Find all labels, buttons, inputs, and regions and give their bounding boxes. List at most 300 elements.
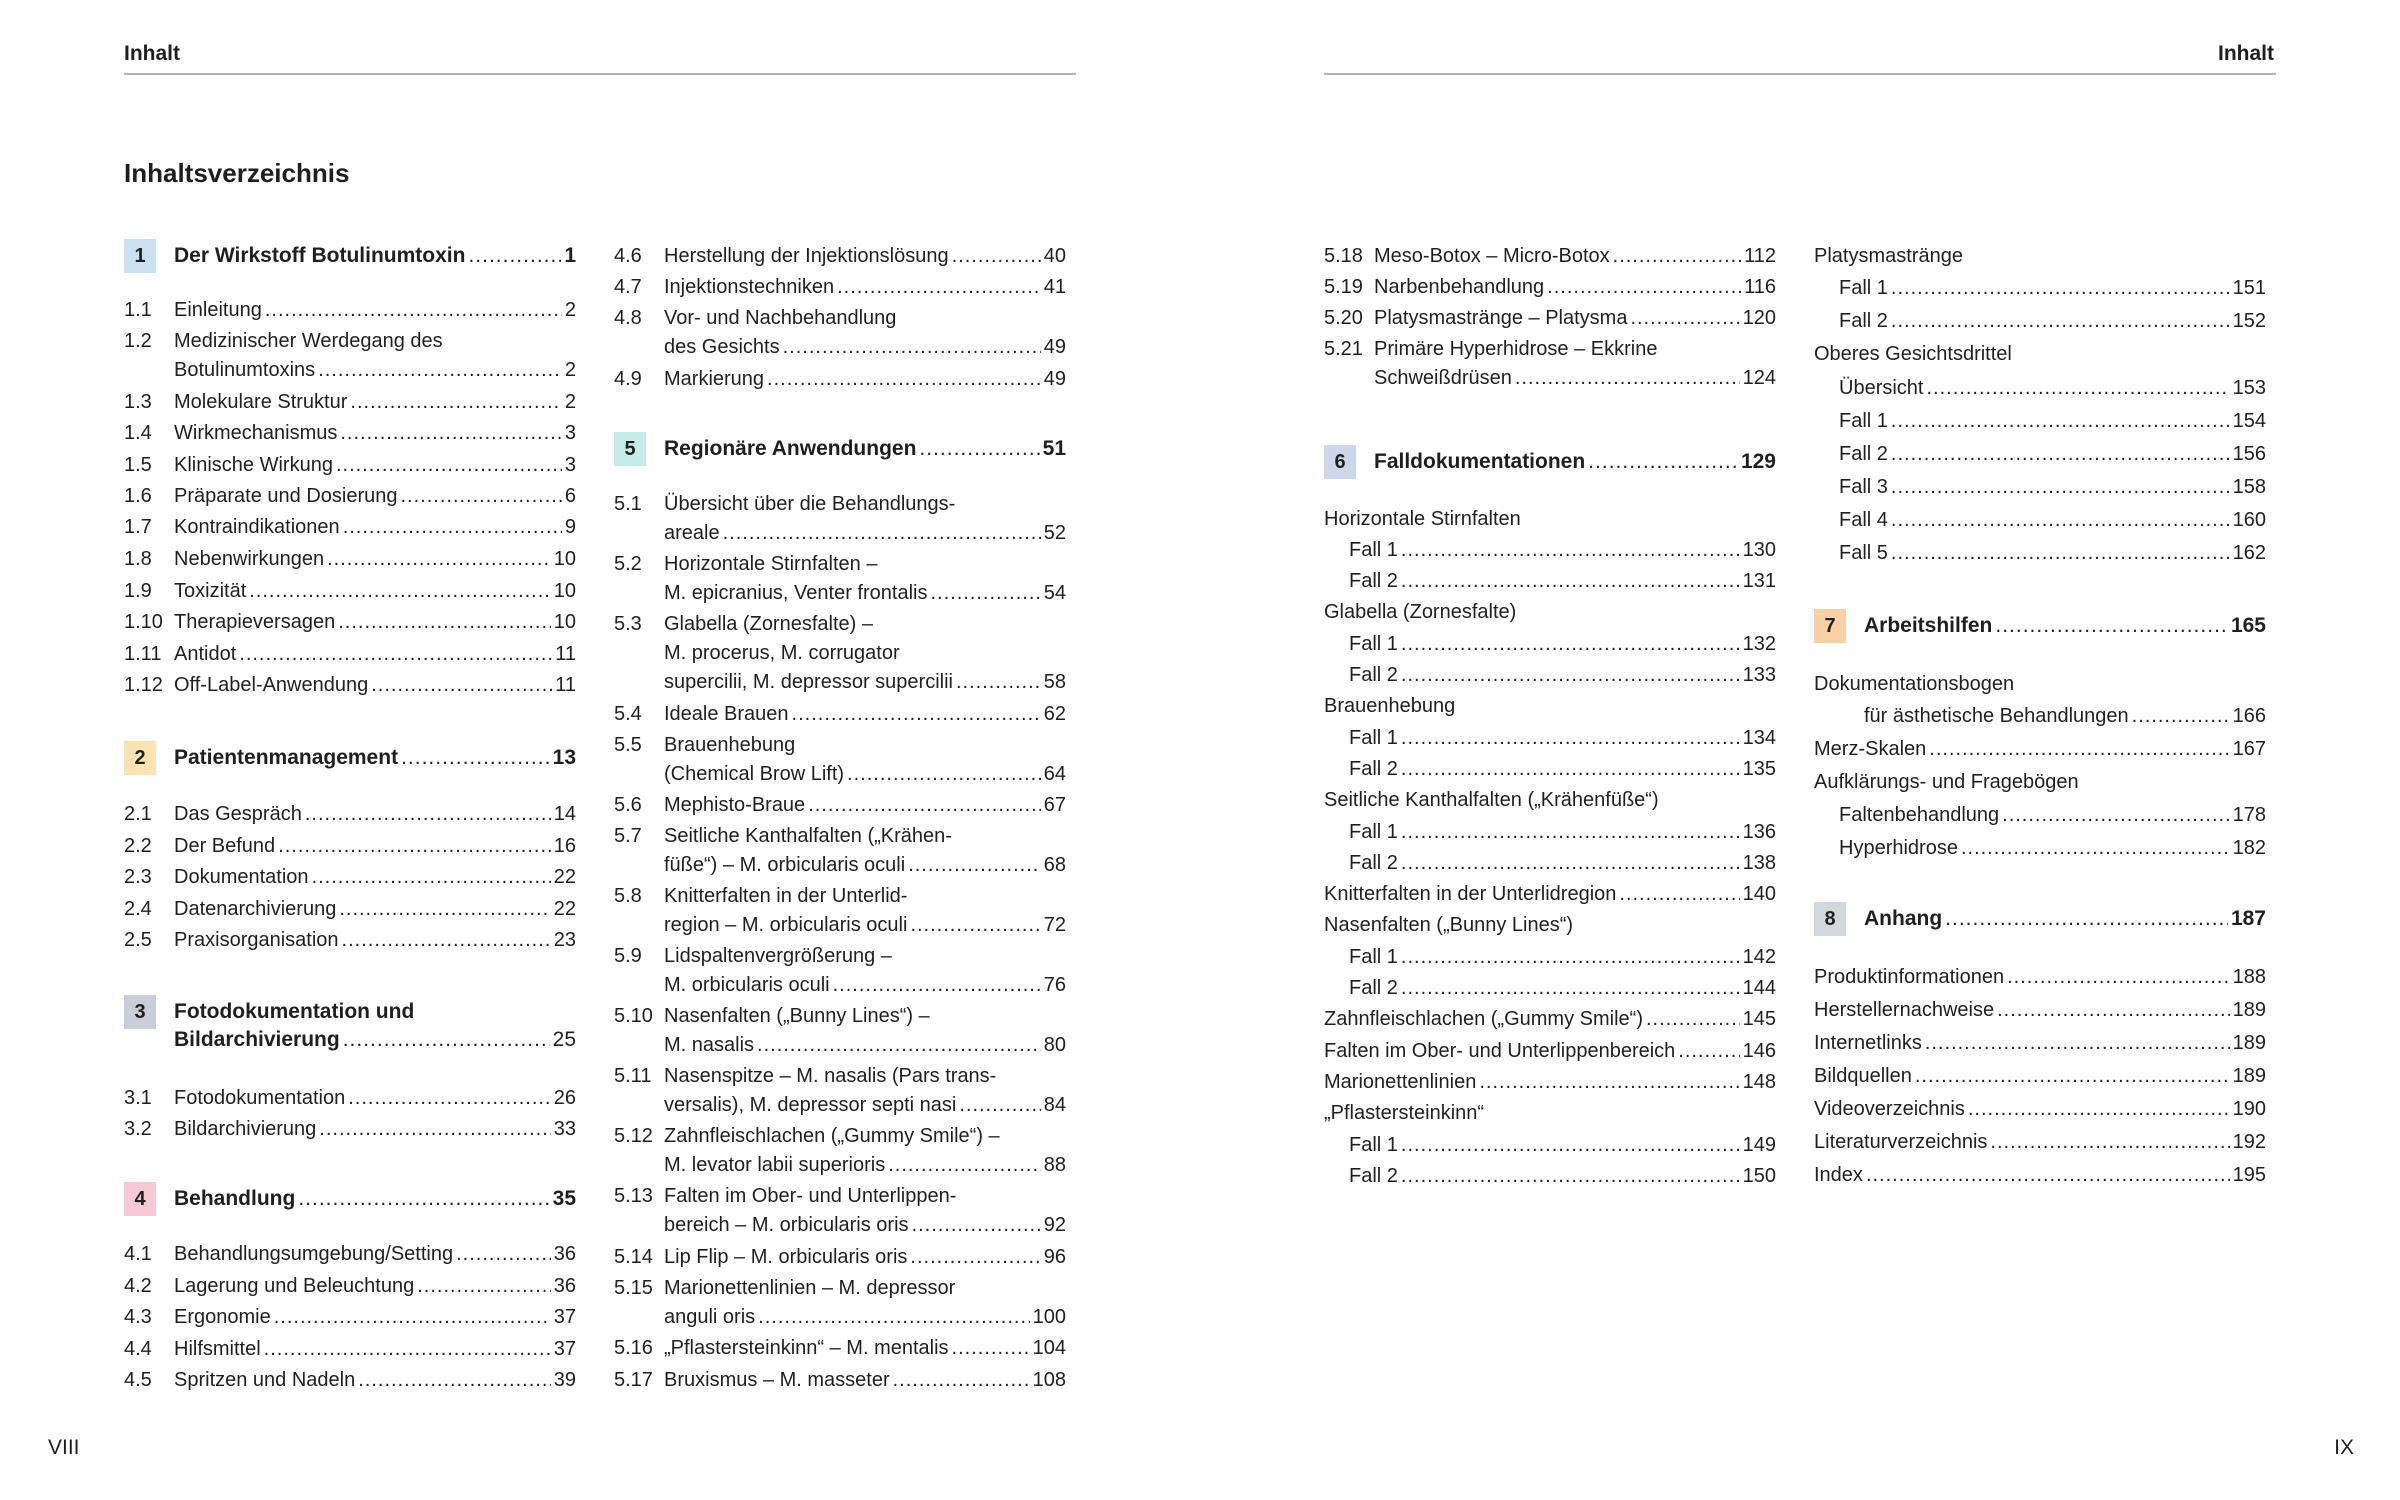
toc-entry-continuation[interactable] <box>614 333 1066 361</box>
page-number: 182 <box>2232 837 2266 859</box>
section-number: 1.11 <box>124 643 162 665</box>
toc-group-heading[interactable] <box>1324 692 1776 720</box>
toc-entry-continuation[interactable] <box>614 1303 1066 1331</box>
toc-entry[interactable] <box>1814 407 2266 435</box>
page-number: 10 <box>553 580 576 602</box>
toc-entry[interactable] <box>1324 273 1776 301</box>
toc-entry[interactable] <box>124 1240 576 1268</box>
entry-title: Nasenfalten („Bunny Lines“) <box>1324 914 1574 936</box>
toc-entry[interactable] <box>1324 242 1776 270</box>
dot-leader <box>910 911 1040 939</box>
toc-entry-continuation[interactable] <box>1324 364 1776 392</box>
section-number: 1.8 <box>124 548 152 570</box>
page-number: 146 <box>1742 1040 1776 1062</box>
toc-entry-continuation[interactable] <box>614 1031 1066 1059</box>
entry-title-continuation: M. levator labii superioris <box>664 1154 886 1176</box>
entry-title: Knitterfalten in der Unterlid- <box>664 885 908 907</box>
dot-leader <box>239 640 552 668</box>
toc-entry[interactable] <box>1324 849 1776 877</box>
toc-entry[interactable] <box>1324 880 1776 908</box>
toc-group-heading[interactable] <box>1324 598 1776 626</box>
toc-entry[interactable] <box>1324 1162 1776 1190</box>
page-number: 1 <box>564 244 576 267</box>
toc-entry[interactable] <box>614 882 1066 910</box>
dot-leader <box>808 791 1041 819</box>
dot-leader <box>339 895 550 923</box>
running-head: Inhalt <box>124 42 180 65</box>
toc-entry[interactable] <box>124 608 576 636</box>
section-number: 3.2 <box>124 1118 152 1140</box>
dot-leader <box>319 1115 550 1143</box>
page-number: 37 <box>553 1338 576 1360</box>
toc-entry[interactable] <box>124 419 576 447</box>
toc-entry-continuation[interactable] <box>614 760 1066 788</box>
entry-title: Einleitung <box>174 299 262 321</box>
page-number: 142 <box>1742 946 1776 968</box>
toc-chapter-entry[interactable] <box>1814 612 2266 640</box>
section-number: 4.6 <box>614 245 642 267</box>
toc-entry[interactable] <box>614 365 1066 393</box>
toc-column-3 <box>1324 0 1776 1500</box>
entry-title: Fall 1 <box>1839 277 1888 299</box>
dot-leader <box>338 608 551 636</box>
section-number: 5.1 <box>614 493 642 515</box>
toc-entry[interactable] <box>1814 834 2266 862</box>
toc-group-heading[interactable] <box>1324 786 1776 814</box>
section-number: 2.4 <box>124 898 152 920</box>
section-number: 1.4 <box>124 422 152 444</box>
section-number: 1.1 <box>124 299 152 321</box>
entry-title: „Pflastersteinkinn“ <box>1324 1102 1485 1124</box>
toc-entry[interactable] <box>614 1334 1066 1362</box>
toc-chapter-entry[interactable] <box>124 998 576 1026</box>
dot-leader <box>1891 506 2230 534</box>
toc-title: Inhaltsverzeichnis <box>124 158 350 188</box>
toc-entry[interactable] <box>614 1122 1066 1150</box>
page-number: 33 <box>553 1118 576 1140</box>
toc-entry[interactable] <box>614 550 1066 578</box>
section-number: 5.8 <box>614 885 642 907</box>
entry-title: Hyperhidrose <box>1839 837 1958 859</box>
page-number: 51 <box>1042 437 1066 460</box>
dot-leader <box>1630 304 1739 332</box>
dot-leader <box>343 1026 550 1054</box>
entry-title: Fall 2 <box>1349 852 1398 874</box>
page-number: 9 <box>564 516 576 538</box>
toc-entry[interactable] <box>124 327 576 355</box>
toc-entry[interactable] <box>1814 473 2266 501</box>
toc-entry[interactable] <box>614 791 1066 819</box>
toc-entry[interactable] <box>1324 304 1776 332</box>
entry-title: Fall 3 <box>1839 476 1888 498</box>
entry-title-continuation: M. epicranius, Venter frontalis <box>664 582 928 604</box>
toc-entry[interactable] <box>1814 539 2266 567</box>
page-number: 112 <box>1744 245 1776 267</box>
entry-title-continuation: M. procerus, M. corrugator <box>664 642 900 664</box>
toc-entry[interactable] <box>124 388 576 416</box>
toc-entry-continuation[interactable] <box>124 356 576 384</box>
entry-title: Fall 1 <box>1349 946 1398 968</box>
page-number: 136 <box>1742 821 1776 843</box>
toc-entry-continuation[interactable] <box>614 668 1066 696</box>
page-number: 2 <box>564 299 576 321</box>
section-number: 5.19 <box>1324 276 1363 298</box>
entry-title: Vor- und Nachbehandlung <box>664 307 897 329</box>
entry-title: Aufklärungs- und Fragebögen <box>1814 771 2079 793</box>
entry-title: Injektionstechniken <box>664 276 835 298</box>
page-number: 25 <box>552 1028 576 1051</box>
toc-entry[interactable] <box>614 1182 1066 1210</box>
dot-leader <box>1588 448 1738 476</box>
toc-column-4 <box>1814 0 2266 1500</box>
toc-entry[interactable] <box>124 482 576 510</box>
section-number: 5.16 <box>614 1337 653 1359</box>
toc-entry[interactable] <box>1324 335 1776 363</box>
dot-leader <box>278 832 551 860</box>
toc-chapter-entry[interactable] <box>124 242 576 270</box>
page-number: IX <box>2334 1436 2354 1459</box>
entry-title-continuation: Bildarchivierung <box>174 1028 340 1051</box>
toc-entry[interactable] <box>614 1366 1066 1394</box>
toc-column-2 <box>614 0 1066 1500</box>
entry-title: Fall 1 <box>1349 1134 1398 1156</box>
page-number: 165 <box>2230 614 2266 637</box>
entry-title: Ideale Brauen <box>664 703 789 725</box>
page-number: 132 <box>1742 633 1776 655</box>
toc-entry[interactable] <box>1814 274 2266 302</box>
page-number: 40 <box>1043 245 1066 267</box>
toc-entry[interactable] <box>1324 1068 1776 1096</box>
section-number: 2.1 <box>124 803 152 825</box>
toc-chapter-entry[interactable] <box>614 435 1066 463</box>
section-number: 2.5 <box>124 929 152 951</box>
dot-leader <box>358 1366 551 1394</box>
dot-leader <box>837 273 1041 301</box>
dot-leader <box>336 451 562 479</box>
entry-title: Faltenbehandlung <box>1839 804 2000 826</box>
toc-entry[interactable] <box>1324 1005 1776 1033</box>
dot-leader <box>468 242 561 270</box>
entry-title: Platysmastränge – Platysma <box>1374 307 1628 329</box>
section-number: 5.6 <box>614 794 642 816</box>
entry-title: Patientenmanagement <box>174 746 399 769</box>
toc-entry[interactable] <box>124 577 576 605</box>
page-number: 92 <box>1043 1214 1066 1236</box>
entry-title: Off-Label-Anwendung <box>174 674 369 696</box>
section-number: 4.2 <box>124 1275 152 1297</box>
entry-title: Der Wirkstoff Botulinumtoxin <box>174 244 466 267</box>
page-number: 84 <box>1043 1094 1066 1116</box>
toc-entry[interactable] <box>614 304 1066 332</box>
toc-entry[interactable] <box>1814 963 2266 991</box>
section-number: 1.9 <box>124 580 152 602</box>
toc-entry[interactable] <box>614 700 1066 728</box>
toc-entry[interactable] <box>124 895 576 923</box>
toc-entry[interactable] <box>1814 1095 2266 1123</box>
entry-title: Seitliche Kanthalfalten („Krähen- <box>664 825 952 847</box>
page-number: 130 <box>1742 539 1776 561</box>
section-number: 5.3 <box>614 613 642 635</box>
entry-title: Der Befund <box>174 835 276 857</box>
page-number: 35 <box>552 1187 576 1210</box>
entry-title: Marionettenlinien – M. depressor <box>664 1277 956 1299</box>
section-number: 5.18 <box>1324 245 1363 267</box>
toc-entry[interactable] <box>614 610 1066 638</box>
entry-title-continuation: (Chemical Brow Lift) <box>664 763 845 785</box>
dot-leader <box>1401 974 1740 1002</box>
section-number: 5.15 <box>614 1277 653 1299</box>
section-number: 1.2 <box>124 330 152 352</box>
toc-entry[interactable] <box>124 1366 576 1394</box>
toc-entry[interactable] <box>614 1002 1066 1030</box>
entry-title: Regionäre Anwendungen <box>664 437 917 460</box>
toc-entry[interactable] <box>124 800 576 828</box>
toc-entry[interactable] <box>124 451 576 479</box>
toc-chapter-entry[interactable] <box>1814 905 2266 933</box>
toc-entry[interactable] <box>1324 974 1776 1002</box>
toc-entry[interactable] <box>1324 630 1776 658</box>
entry-title-continuation: supercilii, M. depressor supercilii <box>664 671 953 693</box>
dot-leader <box>952 242 1041 270</box>
entry-title: Index <box>1814 1164 1863 1186</box>
entry-title: Oberes Gesichtsdrittel <box>1814 343 2012 365</box>
page-number: 96 <box>1043 1246 1066 1268</box>
entry-title-continuation: des Gesichts <box>664 336 780 358</box>
page-number: 11 <box>555 643 576 665</box>
entry-title: Lagerung und Beleuchtung <box>174 1275 415 1297</box>
dot-leader <box>327 545 551 573</box>
toc-group-heading[interactable] <box>1814 242 2266 270</box>
dot-leader <box>1995 612 2228 640</box>
page-number: 41 <box>1043 276 1066 298</box>
page-number: 68 <box>1043 854 1066 876</box>
toc-entry[interactable] <box>614 490 1066 518</box>
entry-title: Übersicht <box>1839 377 1924 399</box>
toc-entry[interactable] <box>614 273 1066 301</box>
entry-title: Wirkmechanismus <box>174 422 338 444</box>
chapter-number-badge: 6 <box>1324 445 1356 479</box>
toc-entry-continuation[interactable] <box>614 851 1066 879</box>
toc-group-heading[interactable] <box>1814 768 2266 796</box>
toc-entry[interactable] <box>124 1115 576 1143</box>
dot-leader <box>1915 1062 2230 1090</box>
toc-entry[interactable] <box>1324 567 1776 595</box>
entry-title: Produktinformationen <box>1814 966 2005 988</box>
dot-leader <box>1401 536 1740 564</box>
dot-leader <box>342 926 551 954</box>
dot-leader <box>1945 905 2228 933</box>
toc-entry[interactable] <box>1324 943 1776 971</box>
toc-group-heading[interactable] <box>1324 911 1776 939</box>
toc-entry[interactable] <box>1324 1131 1776 1159</box>
page-number: 189 <box>2232 1032 2266 1054</box>
toc-entry-continuation[interactable] <box>614 639 1066 667</box>
entry-title: Literaturverzeichnis <box>1814 1131 1988 1153</box>
page-number: 10 <box>553 611 576 633</box>
page-number: 2 <box>564 391 576 413</box>
entry-title: Fall 2 <box>1349 758 1398 780</box>
entry-title: Knitterfalten in der Unterlidregion <box>1324 883 1617 905</box>
entry-title: Fall 2 <box>1839 443 1888 465</box>
toc-entry[interactable] <box>614 1274 1066 1302</box>
toc-chapter-entry[interactable] <box>1324 448 1776 476</box>
toc-entry[interactable] <box>1814 307 2266 335</box>
toc-entry[interactable] <box>124 296 576 324</box>
toc-entry[interactable] <box>124 1084 576 1112</box>
toc-entry[interactable] <box>124 1272 576 1300</box>
toc-entry[interactable] <box>124 640 576 668</box>
entry-title: Hilfsmittel <box>174 1338 261 1360</box>
toc-entry[interactable] <box>1814 374 2266 402</box>
dot-leader <box>1619 880 1739 908</box>
dot-leader <box>401 744 550 772</box>
toc-group-heading[interactable] <box>1814 670 2266 698</box>
page-number: 39 <box>553 1369 576 1391</box>
entry-title-continuation: anguli oris <box>664 1306 756 1328</box>
entry-title-continuation: Botulinumtoxins <box>174 359 316 381</box>
toc-entry[interactable] <box>124 926 576 954</box>
toc-entry[interactable] <box>124 1303 576 1331</box>
entry-title: Nasenfalten („Bunny Lines“) – <box>664 1005 930 1027</box>
entry-title: Glabella (Zornesfalte) <box>1324 601 1517 623</box>
toc-group-heading[interactable] <box>1324 505 1776 533</box>
dot-leader <box>1925 1029 2230 1057</box>
toc-entry[interactable] <box>1324 536 1776 564</box>
page-number: 158 <box>2232 476 2266 498</box>
entry-title: Falten im Ober- und Unterlippenbereich <box>1324 1040 1676 1062</box>
toc-entry[interactable] <box>1814 735 2266 763</box>
right-page <box>1200 0 2400 1500</box>
entry-title: Fall 2 <box>1839 310 1888 332</box>
page-number: 124 <box>1742 367 1776 389</box>
entry-title: Klinische Wirkung <box>174 454 333 476</box>
page-number: 144 <box>1742 977 1776 999</box>
section-number: 5.12 <box>614 1125 653 1147</box>
toc-entry[interactable] <box>1324 818 1776 846</box>
toc-entry-continuation[interactable] <box>614 1091 1066 1119</box>
entry-title: Lip Flip – M. orbicularis oris <box>664 1246 908 1268</box>
dot-leader <box>1401 755 1740 783</box>
entry-title: Toxizität <box>174 580 247 602</box>
toc-entry[interactable] <box>124 545 576 573</box>
toc-entry-continuation[interactable] <box>614 519 1066 547</box>
toc-group-heading[interactable] <box>1814 340 2266 368</box>
toc-entry[interactable] <box>124 513 576 541</box>
page-number: 22 <box>553 898 576 920</box>
dot-leader <box>919 435 1039 463</box>
dot-leader <box>952 1334 1030 1362</box>
dot-leader <box>1401 1131 1740 1159</box>
page-number: 11 <box>555 674 576 696</box>
page-number: 10 <box>553 548 576 570</box>
toc-entry-continuation[interactable] <box>614 911 1066 939</box>
dot-leader <box>318 356 562 384</box>
toc-entry[interactable] <box>124 1335 576 1363</box>
toc-entry[interactable] <box>1814 996 2266 1024</box>
entry-title: Fall 2 <box>1349 570 1398 592</box>
toc-entry[interactable] <box>614 942 1066 970</box>
dot-leader <box>305 800 551 828</box>
dot-leader <box>274 1303 551 1331</box>
section-number: 1.3 <box>124 391 152 413</box>
page-number: 190 <box>2232 1098 2266 1120</box>
toc-entry[interactable] <box>1814 506 2266 534</box>
toc-entry[interactable] <box>1814 801 2266 829</box>
entry-title: Dokumentationsbogen <box>1814 673 2015 695</box>
page-number: 162 <box>2232 542 2266 564</box>
toc-entry[interactable] <box>614 822 1066 850</box>
section-number: 5.9 <box>614 945 642 967</box>
toc-chapter-entry[interactable] <box>124 1185 576 1213</box>
toc-entry-continuation[interactable] <box>614 579 1066 607</box>
toc-entry-continuation[interactable] <box>614 1211 1066 1239</box>
chapter-number-badge: 1 <box>124 239 156 273</box>
toc-entry[interactable] <box>614 731 1066 759</box>
toc-entry[interactable] <box>1814 1161 2266 1189</box>
toc-entry[interactable] <box>124 832 576 860</box>
page-number: 150 <box>1742 1165 1776 1187</box>
entry-title: Glabella (Zornesfalte) – <box>664 613 873 635</box>
page-number: 195 <box>2232 1164 2266 1186</box>
dot-leader <box>1891 407 2230 435</box>
chapter-number-badge: 2 <box>124 741 156 775</box>
section-number: 4.8 <box>614 307 642 329</box>
entry-title: Spritzen und Nadeln <box>174 1369 356 1391</box>
toc-chapter-entry[interactable] <box>124 744 576 772</box>
toc-entry-continuation[interactable] <box>124 1026 576 1054</box>
toc-entry[interactable] <box>124 671 576 699</box>
toc-entry[interactable] <box>1324 661 1776 689</box>
page-number: 138 <box>1742 852 1776 874</box>
section-number: 5.4 <box>614 703 642 725</box>
entry-title: Ergonomie <box>174 1306 271 1328</box>
page-number: 16 <box>553 835 576 857</box>
toc-entry[interactable] <box>1814 1128 2266 1156</box>
toc-entry-continuation[interactable] <box>614 1151 1066 1179</box>
entry-title: Anhang <box>1864 907 1943 930</box>
toc-entry[interactable] <box>614 242 1066 270</box>
dot-leader <box>1401 849 1740 877</box>
toc-group-heading[interactable] <box>1324 1099 1776 1127</box>
section-number: 1.10 <box>124 611 163 633</box>
toc-entry[interactable] <box>1814 440 2266 468</box>
toc-entry[interactable] <box>1814 1029 2266 1057</box>
dot-leader <box>348 1084 551 1112</box>
toc-entry[interactable] <box>614 1062 1066 1090</box>
toc-entry[interactable] <box>1324 1037 1776 1065</box>
page-number: 36 <box>553 1243 576 1265</box>
section-number: 5.7 <box>614 825 642 847</box>
toc-entry[interactable] <box>1814 1062 2266 1090</box>
toc-entry[interactable] <box>124 863 576 891</box>
toc-entry[interactable] <box>1814 702 2266 730</box>
toc-entry-continuation[interactable] <box>614 971 1066 999</box>
entry-title: für ästhetische Behandlungen <box>1864 705 2129 727</box>
page-number: 189 <box>2232 1065 2266 1087</box>
toc-entry[interactable] <box>1324 755 1776 783</box>
page-number: 52 <box>1043 522 1066 544</box>
section-number: 4.9 <box>614 368 642 390</box>
section-number: 5.10 <box>614 1005 653 1027</box>
page-number: 58 <box>1043 671 1066 693</box>
dot-leader <box>456 1240 551 1268</box>
dot-leader <box>956 668 1041 696</box>
entry-title: Seitliche Kanthalfalten („Krähenfüße“) <box>1324 789 1659 811</box>
entry-title: Zahnfleischlachen („Gummy Smile“) – <box>664 1125 1000 1147</box>
toc-entry[interactable] <box>1324 724 1776 752</box>
page-number: 108 <box>1032 1369 1066 1391</box>
toc-entry[interactable] <box>614 1243 1066 1271</box>
